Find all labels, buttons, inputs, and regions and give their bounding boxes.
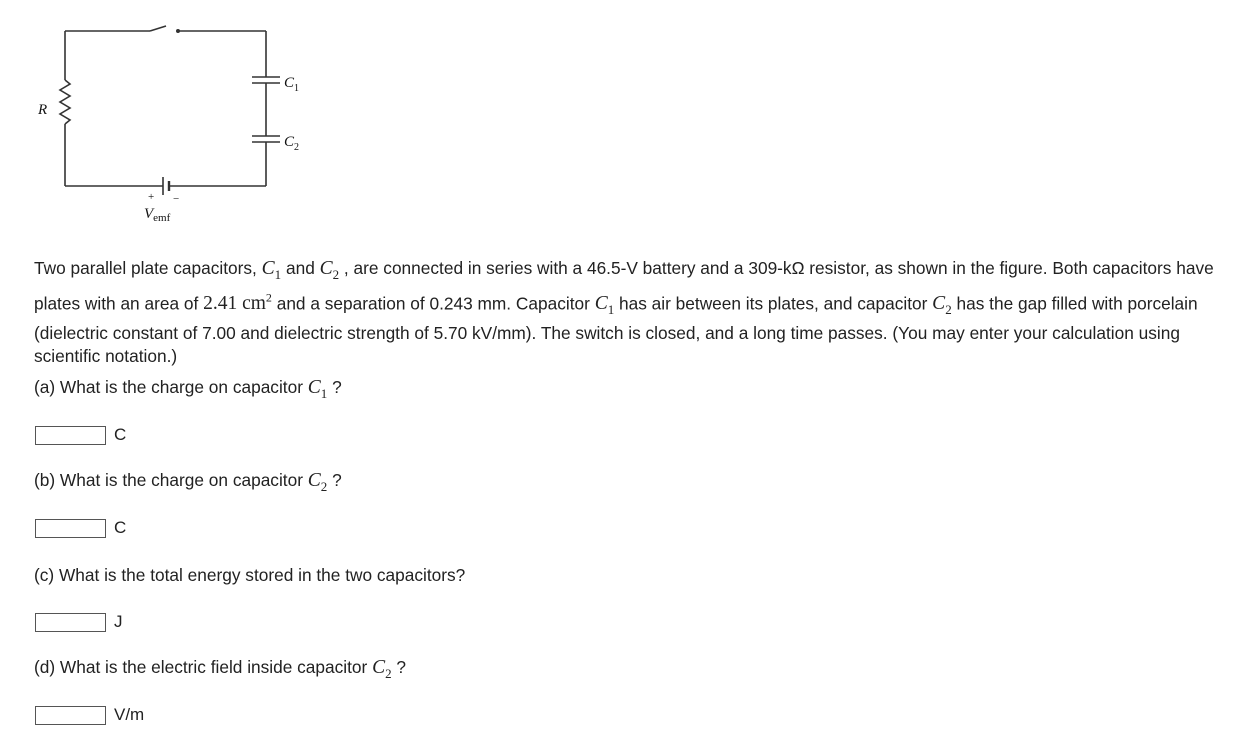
- problem-statement: [34, 257, 1224, 369]
- unit-label-b: C: [114, 518, 127, 537]
- answer-row-a: [35, 423, 126, 447]
- c2-symbol: $C_2$: [307, 470, 328, 494]
- problem-text: Two parallel plate capacitors, $C_1$ and $C_2$ , are connected in series with a 46.5-V battery and a 309-kΩ resistor, as shown in the figure. Both capacitors have plates with an area of 2.41 $cm^2$ and a separation of 0.243 mm. Capacitor $C_1$ has air between its plates, and capacitor $C_2$ has the gap filled with porcelain (dielectric constant of 7.00 and dielectric strength of 5.70 kV/mm). The switch is closed, and a long time passes. (You may enter your calculation using scientific notation.): [34, 258, 1214, 367]
- unit-label-a: C: [114, 425, 127, 444]
- answer-row-c: [35, 610, 123, 634]
- question-c: (c) What is the total energy stored in the two capacitors?: [34, 565, 466, 585]
- question-b: (b) What is the charge on capacitor $C_2$ ?: [34, 470, 342, 494]
- answer-row-d: [35, 703, 144, 727]
- circuit-diagram: [30, 20, 330, 235]
- battery-minus-label: −: [173, 193, 180, 205]
- c2-symbol: $C_2$: [319, 258, 340, 282]
- unit-label-d: V/m: [114, 705, 145, 724]
- switch-lever: [150, 26, 166, 31]
- c2-symbol: $C_2$: [372, 657, 392, 681]
- resistor-symbol: [60, 80, 70, 124]
- c2-symbol: $C_2$: [932, 293, 952, 317]
- c1-label: $C_1$: [284, 75, 300, 94]
- answer-input-a[interactable]: [35, 426, 106, 445]
- answer-row-b: [35, 516, 126, 540]
- answer-input-b[interactable]: [35, 519, 106, 538]
- c2-label: $C_2$: [284, 134, 300, 153]
- area-value: 2.41 $cm^2$: [203, 290, 272, 315]
- c1-symbol: $C_1$: [307, 377, 328, 401]
- answer-input-c[interactable]: [35, 613, 106, 632]
- resistor-label: R: [38, 102, 48, 118]
- c1-symbol: $C_1$: [261, 258, 282, 282]
- battery-label: $V_{emf}$: [144, 206, 171, 224]
- question-d: (d) What is the electric field inside capacitor $C_2$ ?: [34, 657, 407, 681]
- battery-plus-label: +: [148, 191, 155, 203]
- answer-input-d[interactable]: [35, 706, 106, 725]
- c1-symbol: $C_1$: [594, 293, 615, 317]
- unit-label-c: J: [114, 612, 123, 631]
- question-a: (a) What is the charge on capacitor $C_1$ ?: [34, 377, 342, 401]
